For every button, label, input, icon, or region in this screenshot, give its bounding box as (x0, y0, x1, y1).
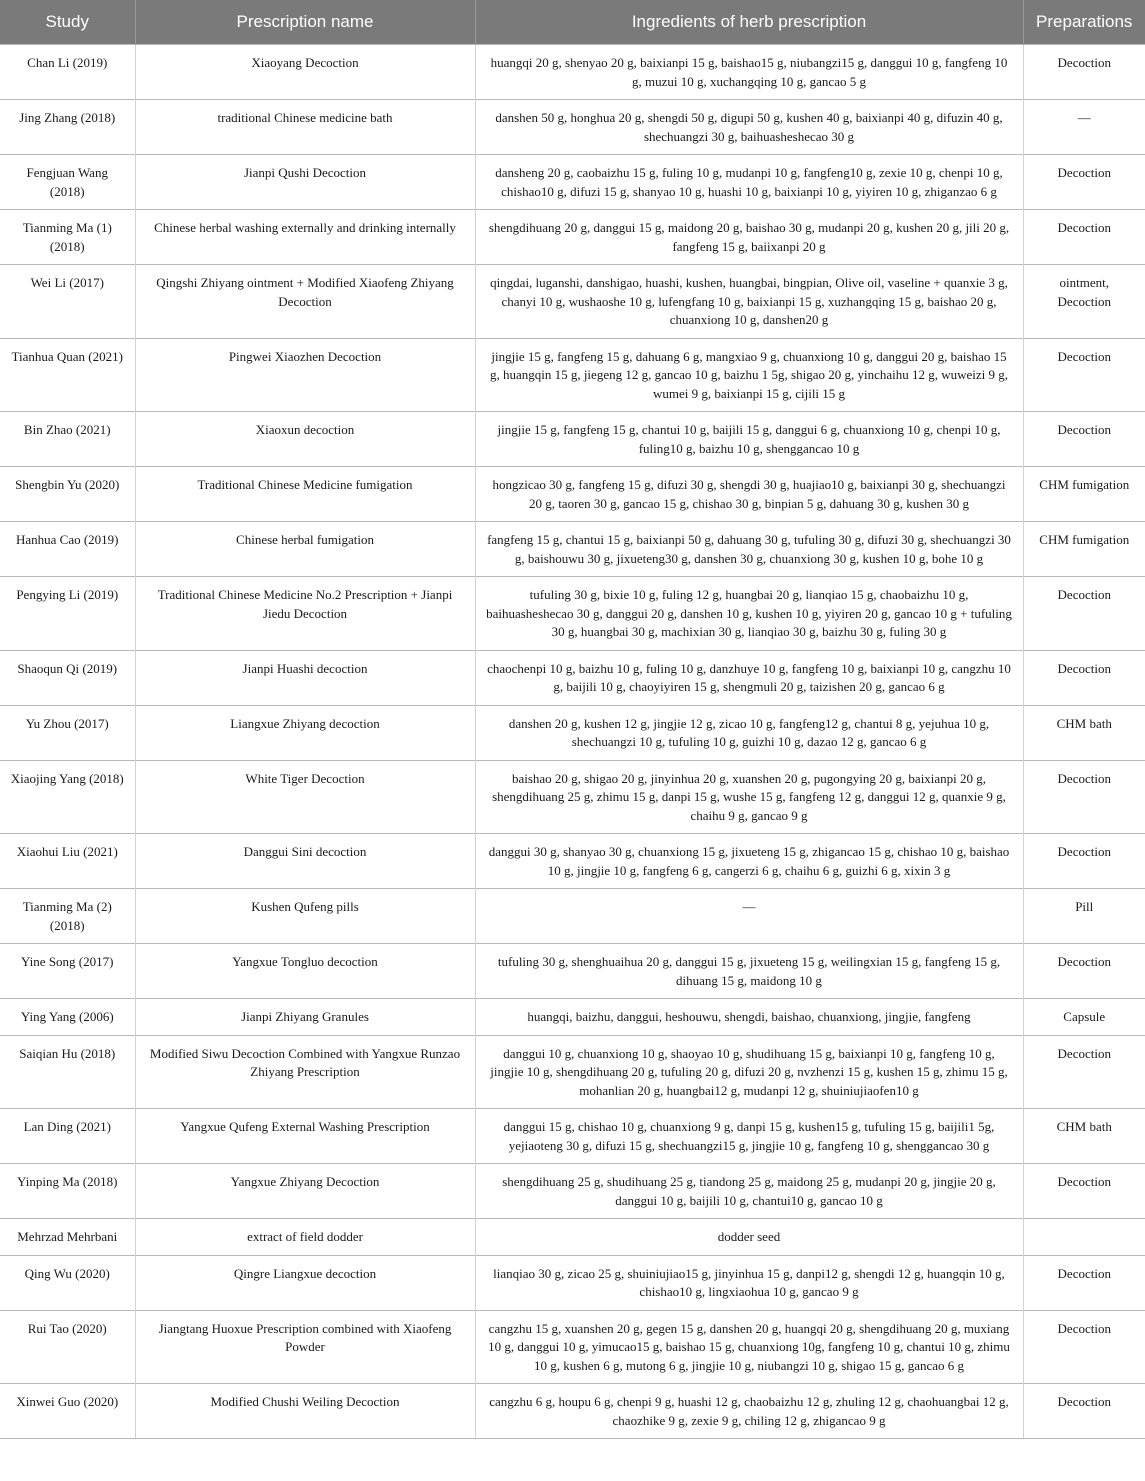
cell-prescription-name: Qingshi Zhiyang ointment + Modified Xiaofeng Zhiyang Decoction (135, 265, 475, 339)
cell-preparation: Decoction (1023, 650, 1145, 705)
header-ingredients: Ingredients of herb prescription (475, 0, 1023, 45)
table-row (0, 1219, 1145, 1256)
cell-study: Xinwei Guo (2020) (0, 1384, 135, 1439)
cell-study: Xiaohui Liu (2021) (0, 834, 135, 889)
cell-ingredients: fangfeng 15 g, chantui 15 g, baixianpi 50 g, dahuang 30 g, tufuling 30 g, difuzi 30 g, shechuangzi 30 g, baishouwu 30 g, jixueteng30 g, danshen 30 g, chuanxiong 30 g, kushen 10 g, bohe 10 g (475, 522, 1023, 577)
cell-ingredients: jingjie 15 g, fangfeng 15 g, dahuang 6 g, mangxiao 9 g, chuanxiong 10 g, danggui 20 g, baishao 15 g, huangqin 15 g, jiegeng 12 g, gancao 10 g, baizhu 1 5g, shigao 20 g, yinchaihu 12 g, wuweizi 9 g, wumei 9 g, baixianpi 15 g, cijili 15 g (475, 338, 1023, 412)
cell-preparation (1023, 1219, 1145, 1256)
table-row (0, 265, 1145, 339)
cell-study: Pengying Li (2019) (0, 577, 135, 651)
cell-prescription-name: Kushen Qufeng pills (135, 889, 475, 944)
cell-prescription-name: Qingre Liangxue decoction (135, 1255, 475, 1310)
cell-preparation: Decoction (1023, 45, 1145, 100)
header-row (0, 0, 1145, 45)
cell-study: Ying Yang (2006) (0, 999, 135, 1036)
cell-study: Fengjuan Wang (2018) (0, 155, 135, 210)
cell-ingredients: danggui 30 g, shanyao 30 g, chuanxiong 15 g, jixueteng 15 g, zhigancao 15 g, chishao 10 g, baishao 10 g, jingjie 10 g, fangfeng 6 g, cangerzi 6 g, chaihu 6 g, guizhi 6 g, xixin 3 g (475, 834, 1023, 889)
cell-study: Lan Ding (2021) (0, 1109, 135, 1164)
cell-ingredients: huangqi 20 g, shenyao 20 g, baixianpi 15 g, baishao15 g, niubangzi15 g, danggui 10 g, fangfeng 10 g, muzui 10 g, xuchangqing 10 g, gancao 5 g (475, 45, 1023, 100)
cell-prescription-name: Xiaoyang Decoction (135, 45, 475, 100)
cell-study: Tianming Ma (2) (2018) (0, 889, 135, 944)
cell-study: Yinping Ma (2018) (0, 1164, 135, 1219)
table-row (0, 100, 1145, 155)
cell-study: Tianhua Quan (2021) (0, 338, 135, 412)
cell-ingredients: danggui 15 g, chishao 10 g, chuanxiong 9 g, danpi 15 g, kushen15 g, tufuling 15 g, baijili1 5g, yejiaoteng 30 g, difuzi 15 g, shechuangzi15 g, jingjie 10 g, fangfeng 10 g, shenggancao 30 g (475, 1109, 1023, 1164)
table-row (0, 1164, 1145, 1219)
cell-preparation: Decoction (1023, 1255, 1145, 1310)
cell-study: Jing Zhang (2018) (0, 100, 135, 155)
cell-ingredients: dodder seed (475, 1219, 1023, 1256)
cell-study: Wei Li (2017) (0, 265, 135, 339)
table-row (0, 1255, 1145, 1310)
cell-study: Mehrzad Mehrbani (0, 1219, 135, 1256)
cell-prescription-name: Danggui Sini decoction (135, 834, 475, 889)
table-row (0, 760, 1145, 834)
table-row (0, 210, 1145, 265)
cell-study: Tianming Ma (1) (2018) (0, 210, 135, 265)
cell-prescription-name: Modified Chushi Weiling Decoction (135, 1384, 475, 1439)
cell-preparation: CHM bath (1023, 705, 1145, 760)
cell-ingredients: shengdihuang 25 g, shudihuang 25 g, tiandong 25 g, maidong 25 g, mudanpi 20 g, jingjie 20 g, danggui 10 g, baijili 10 g, chantui10 g, gancao 10 g (475, 1164, 1023, 1219)
cell-study: Xiaojing Yang (2018) (0, 760, 135, 834)
cell-ingredients: dansheng 20 g, caobaizhu 15 g, fuling 10 g, mudanpi 10 g, fangfeng10 g, zexie 10 g, chenpi 10 g, chishao10 g, difuzi 15 g, shanyao 10 g, huashi 10 g, baixianpi 10 g, yiyiren 10 g, zhiganzao 6 g (475, 155, 1023, 210)
cell-preparation: — (1023, 100, 1145, 155)
cell-prescription-name: Jianpi Zhiyang Granules (135, 999, 475, 1036)
table-row (0, 467, 1145, 522)
cell-prescription-name: Traditional Chinese Medicine fumigation (135, 467, 475, 522)
cell-prescription-name: Chinese herbal fumigation (135, 522, 475, 577)
cell-study: Yu Zhou (2017) (0, 705, 135, 760)
cell-preparation: Pill (1023, 889, 1145, 944)
cell-ingredients: huangqi, baizhu, danggui, heshouwu, shengdi, baishao, chuanxiong, jingjie, fangfeng (475, 999, 1023, 1036)
header-study: Study (0, 0, 135, 45)
cell-preparation: Decoction (1023, 1164, 1145, 1219)
table-row (0, 522, 1145, 577)
cell-ingredients: — (475, 889, 1023, 944)
cell-preparation: Decoction (1023, 155, 1145, 210)
cell-prescription-name: Liangxue Zhiyang decoction (135, 705, 475, 760)
cell-prescription-name: Yangxue Qufeng External Washing Prescription (135, 1109, 475, 1164)
cell-study: Yine Song (2017) (0, 944, 135, 999)
cell-prescription-name: Modified Siwu Decoction Combined with Yangxue Runzao Zhiyang Prescription (135, 1035, 475, 1109)
cell-preparation: ointment, Decoction (1023, 265, 1145, 339)
cell-preparation: Capsule (1023, 999, 1145, 1036)
cell-prescription-name: Yangxue Zhiyang Decoction (135, 1164, 475, 1219)
cell-study: Shengbin Yu (2020) (0, 467, 135, 522)
cell-ingredients: jingjie 15 g, fangfeng 15 g, chantui 10 g, baijili 15 g, danggui 6 g, chuanxiong 10 g, chenpi 10 g, fuling10 g, baizhu 10 g, shenggancao 10 g (475, 412, 1023, 467)
cell-preparation: Decoction (1023, 1310, 1145, 1384)
cell-ingredients: hongzicao 30 g, fangfeng 15 g, difuzi 30 g, shengdi 30 g, huajiao10 g, baixianpi 30 g, shechuangzi 20 g, taoren 30 g, gancao 15 g, chishao 30 g, binpian 5 g, dahuang 30 g, kushen 30 g (475, 467, 1023, 522)
cell-preparation: CHM fumigation (1023, 522, 1145, 577)
cell-preparation: Decoction (1023, 412, 1145, 467)
cell-prescription-name: Jianpi Qushi Decoction (135, 155, 475, 210)
table-row (0, 45, 1145, 100)
table-row (0, 650, 1145, 705)
cell-prescription-name: Xiaoxun decoction (135, 412, 475, 467)
table-row (0, 1109, 1145, 1164)
cell-prescription-name: Jianpi Huashi decoction (135, 650, 475, 705)
cell-preparation: Decoction (1023, 1384, 1145, 1439)
cell-ingredients: qingdai, luganshi, danshigao, huashi, kushen, huangbai, bingpian, Olive oil, vaseline + quanxie 3 g, chanyi 10 g, wushaoshe 10 g, lufengfang 10 g, baixianpi 15 g, xuzhangqing 15 g, baishao 20 g, chuanxiong 10 g, danshen20 g (475, 265, 1023, 339)
cell-preparation: Decoction (1023, 944, 1145, 999)
table-row (0, 944, 1145, 999)
cell-ingredients: cangzhu 6 g, houpu 6 g, chenpi 9 g, huashi 12 g, chaobaizhu 12 g, zhuling 12 g, chaohuangbai 12 g, chaozhike 9 g, zexie 9 g, chiling 12 g, zhigancao 9 g (475, 1384, 1023, 1439)
table-row (0, 1384, 1145, 1439)
cell-ingredients: tufuling 30 g, bixie 10 g, fuling 12 g, huangbai 20 g, lianqiao 15 g, chaobaizhu 10 g, baihuasheshecao 30 g, danggui 20 g, danshen 10 g, kushen 10 g, yiyiren 20 g, gancao 10 g + tufuling 30 g, huangbai 30 g, machixian 30 g, lianqiao 30 g, baizhu 30 g, fuling 30 g (475, 577, 1023, 651)
cell-ingredients: tufuling 30 g, shenghuaihua 20 g, danggui 15 g, jixueteng 15 g, weilingxian 15 g, fangfeng 15 g, dihuang 15 g, maidong 10 g (475, 944, 1023, 999)
cell-ingredients: baishao 20 g, shigao 20 g, jinyinhua 20 g, xuanshen 20 g, pugongying 20 g, baixianpi 20 g, shengdihuang 25 g, zhimu 15 g, danpi 15 g, wushe 15 g, fangfeng 12 g, danggui 12 g, quanxie 9 g, chaihu 9 g, gancao 9 g (475, 760, 1023, 834)
cell-ingredients: chaochenpi 10 g, baizhu 10 g, fuling 10 g, danzhuye 10 g, fangfeng 10 g, baixianpi 10 g, cangzhu 10 g, baijili 10 g, chaoyiyiren 15 g, shengmuli 20 g, taizishen 20 g, gancao 6 g (475, 650, 1023, 705)
cell-ingredients: danshen 20 g, kushen 12 g, jingjie 12 g, zicao 10 g, fangfeng12 g, chantui 8 g, yejuhua 10 g, shechuangzi 10 g, tufuling 10 g, guizhi 10 g, dazao 12 g, gancao 6 g (475, 705, 1023, 760)
cell-preparation: Decoction (1023, 1035, 1145, 1109)
header-preparations: Preparations (1023, 0, 1145, 45)
cell-study: Rui Tao (2020) (0, 1310, 135, 1384)
cell-prescription-name: Pingwei Xiaozhen Decoction (135, 338, 475, 412)
cell-preparation: Decoction (1023, 210, 1145, 265)
cell-study: Bin Zhao (2021) (0, 412, 135, 467)
cell-study: Chan Li (2019) (0, 45, 135, 100)
cell-preparation: CHM fumigation (1023, 467, 1145, 522)
table-row (0, 1035, 1145, 1109)
table-row (0, 999, 1145, 1036)
cell-preparation: Decoction (1023, 338, 1145, 412)
cell-ingredients: danshen 50 g, honghua 20 g, shengdi 50 g, digupi 50 g, kushen 40 g, baixianpi 40 g, difuzin 40 g, shechuangzi 30 g, baihuasheshecao 30 g (475, 100, 1023, 155)
table-row (0, 577, 1145, 651)
cell-prescription-name: Jiangtang Huoxue Prescription combined with Xiaofeng Powder (135, 1310, 475, 1384)
cell-ingredients: lianqiao 30 g, zicao 25 g, shuiniujiao15 g, jinyinhua 15 g, danpi12 g, shengdi 12 g, huangqin 10 g, chishao10 g, lingxiaohua 10 g, gancao 9 g (475, 1255, 1023, 1310)
cell-prescription-name: Yangxue Tongluo decoction (135, 944, 475, 999)
table-row (0, 338, 1145, 412)
cell-study: Hanhua Cao (2019) (0, 522, 135, 577)
cell-prescription-name: extract of field dodder (135, 1219, 475, 1256)
table-row (0, 705, 1145, 760)
cell-prescription-name: Traditional Chinese Medicine No.2 Prescription + Jianpi Jiedu Decoction (135, 577, 475, 651)
cell-preparation: CHM bath (1023, 1109, 1145, 1164)
table-row (0, 834, 1145, 889)
cell-prescription-name: traditional Chinese medicine bath (135, 100, 475, 155)
header-prescription-name: Prescription name (135, 0, 475, 45)
cell-study: Qing Wu (2020) (0, 1255, 135, 1310)
cell-preparation: Decoction (1023, 834, 1145, 889)
table-row (0, 412, 1145, 467)
cell-ingredients: cangzhu 15 g, xuanshen 20 g, gegen 15 g, danshen 20 g, huangqi 20 g, shengdihuang 20 g, muxiang 10 g, danggui 10 g, yimucao15 g, baishao 15 g, chuanxiong 10g, fangfeng 10 g, chantui 10 g, zhimu 10 g, kushen 6 g, mutong 6 g, jingjie 10 g, niubangzi 10 g, shigao 15 g, gancao 6 g (475, 1310, 1023, 1384)
cell-ingredients: shengdihuang 20 g, danggui 15 g, maidong 20 g, baishao 30 g, mudanpi 20 g, kushen 20 g, jili 20 g, fangfeng 15 g, baiixanpi 20 g (475, 210, 1023, 265)
table-row (0, 889, 1145, 944)
cell-preparation: Decoction (1023, 760, 1145, 834)
cell-prescription-name: White Tiger Decoction (135, 760, 475, 834)
table-row (0, 155, 1145, 210)
cell-study: Shaoqun Qi (2019) (0, 650, 135, 705)
table-row (0, 1310, 1145, 1384)
cell-prescription-name: Chinese herbal washing externally and drinking internally (135, 210, 475, 265)
cell-ingredients: danggui 10 g, chuanxiong 10 g, shaoyao 10 g, shudihuang 15 g, baixianpi 10 g, fangfeng 10 g, jingjie 10 g, shengdihuang 20 g, tufuling 20 g, difuzi 20 g, nvzhenzi 15 g, kushen 15 g, zhimu 15 g, mohanlian 20 g, huangbai12 g, mudanpi 12 g, shuiniujiaofen10 g (475, 1035, 1023, 1109)
cell-study: Saiqian Hu (2018) (0, 1035, 135, 1109)
cell-preparation: Decoction (1023, 577, 1145, 651)
